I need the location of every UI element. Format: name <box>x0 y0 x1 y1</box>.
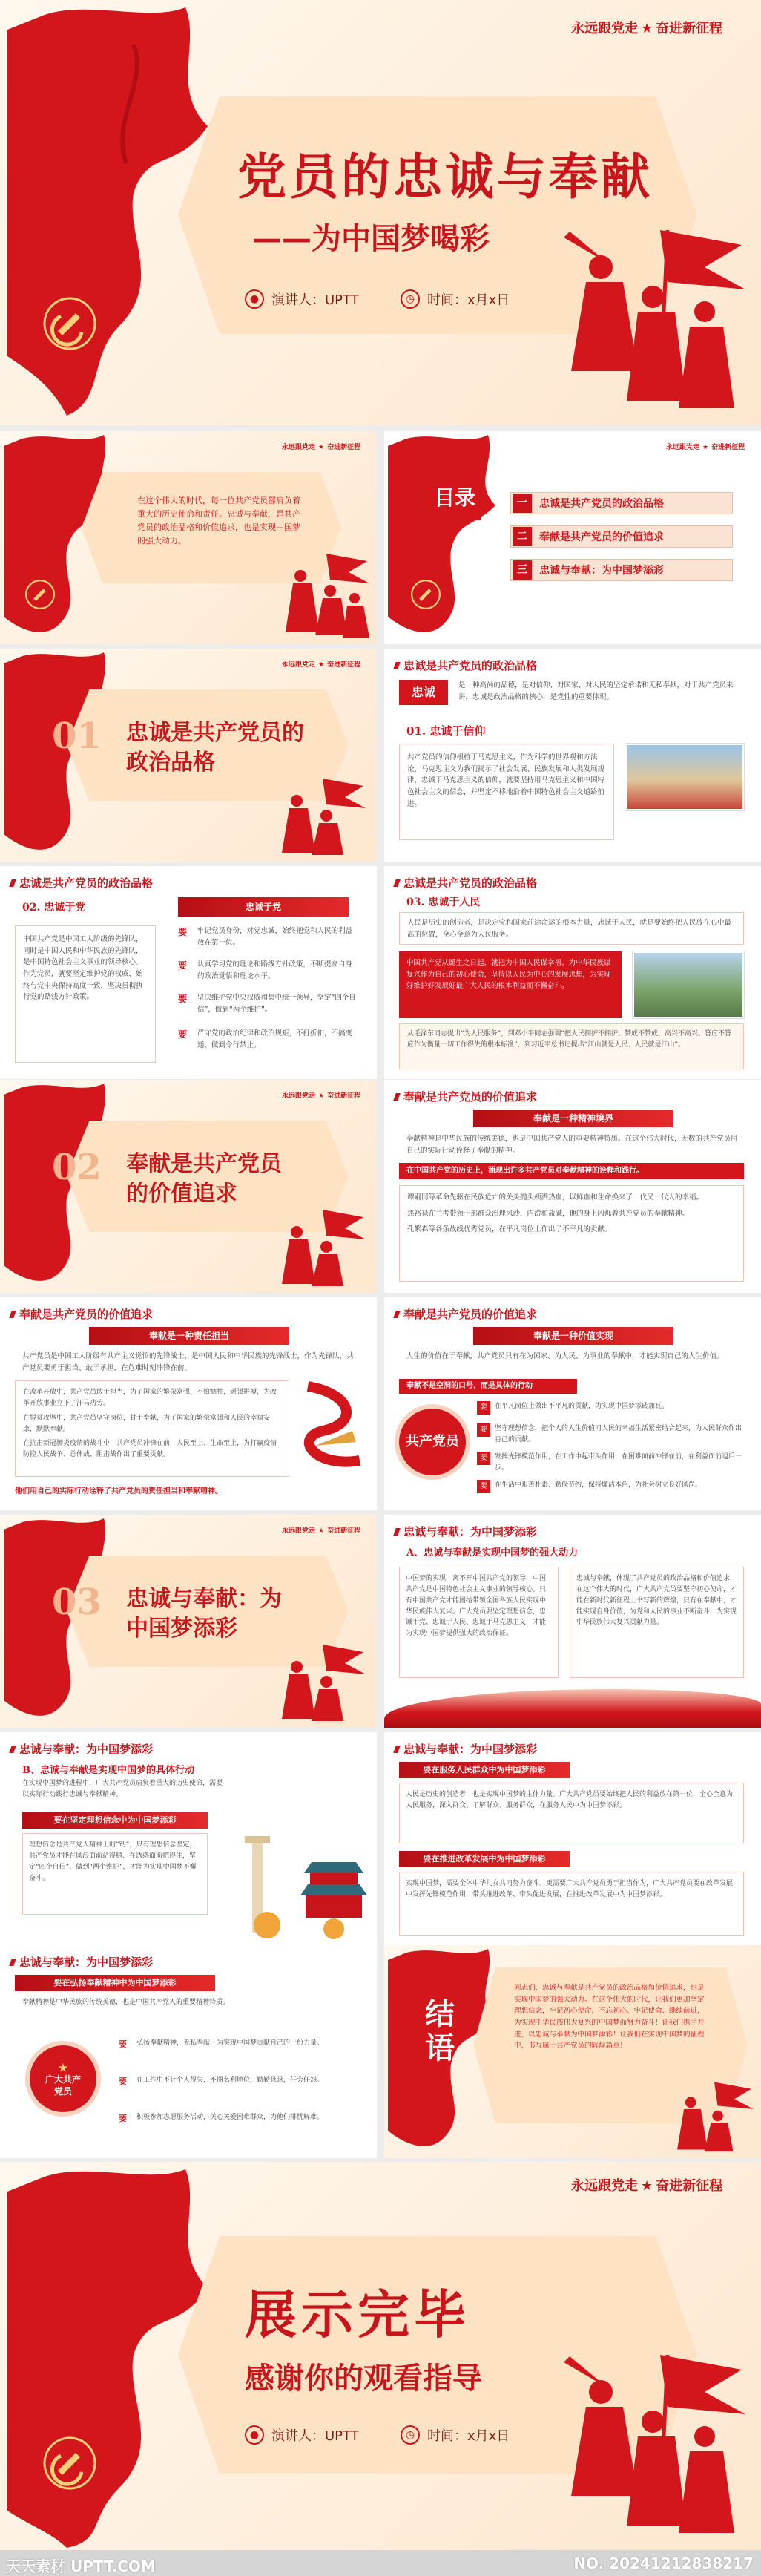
part1-title-line1: 忠诚是共产党员的 <box>126 720 304 746</box>
part2-title-line1: 奉献是共产党员 <box>126 1151 282 1177</box>
section-heading: 奉献是共产党员的价值追求 <box>10 1306 153 1322</box>
party-emblem-icon <box>43 2436 96 2490</box>
item-key: 要 <box>477 1401 490 1415</box>
party-left-text: 中国共产党是中国工人阶级的先锋队，同时是中国人民和中华民族的先锋队，是中国特色社会主义事业的领导核心。作为党员，就要坚定维护党的权威，始终与党中央保持高度一致，坚决贯彻执行党的路线方针政策。 <box>23 935 143 1002</box>
item-key: 要 <box>119 2114 127 2123</box>
item-text: 严守党的政治纪律和政治规矩，不打折扣，不搞变通，做到令行禁止。 <box>197 1029 353 1049</box>
time-label: 时间：x月x日 <box>427 2428 510 2444</box>
part3-title-line2: 中国梦添彩 <box>126 1616 237 1642</box>
slogan: 永远跟党走 ★ 奋进新征程 <box>571 21 723 36</box>
slogan: 永远跟党走 ★ 奋进新征程 <box>282 1527 361 1535</box>
subsection-title: 02. 忠诚于党 <box>22 902 86 914</box>
slogan: 永远跟党走 ★ 奋进新征程 <box>282 661 361 669</box>
serve-bar-2: 要在推进改革发展中为中国梦添彩 <box>399 1851 570 1867</box>
great-wall-image <box>633 951 744 1018</box>
item-text: 坚守理想信念，把个人的人生价值同人民的幸福生活紧密结合起来，为人民群众作出自己的贡献。 <box>495 1425 742 1443</box>
action-card <box>22 1833 208 1915</box>
value-bar: 奉献是一种价值实现 <box>473 1327 673 1345</box>
people-red-box <box>399 951 622 1018</box>
action-intro: 在实现中国梦的进程中，广大共产党员肩负着重大的历史使命，需要以实际行动践行忠诚与奉献精神。 <box>22 1780 223 1798</box>
item-key: 要 <box>477 1423 490 1437</box>
red-flag-graphic <box>384 431 510 644</box>
time-info <box>401 289 510 309</box>
section-heading: 奉献是共产党员的价值追求 <box>395 1089 537 1104</box>
intro-slide <box>0 431 377 644</box>
badge-text: 是一种高尚的品德，是对信仰、对国家、对人民的坚定承诺和无私奉献，对于共产党员来讲，忠诚是政治品格的核心，是党性的重要体现。 <box>458 681 734 701</box>
people-intro: 人民是历史的创造者，是决定党和国家前途命运的根本力量，忠诚于人民，就是要始终把人民放在心中最高的位置，全心全意为人民服务。 <box>407 919 732 939</box>
spirit-bar: 要在弘扬奉献精神中为中国梦添彩 <box>15 1975 215 1991</box>
value-item-1 <box>477 1401 744 1415</box>
speaker-label: 演讲人：UPTT <box>271 2428 359 2444</box>
party-item-2 <box>178 959 356 982</box>
user-icon: ● <box>245 289 264 309</box>
speaker-label: 演讲人：UPTT <box>271 292 359 308</box>
people-bottom-card <box>399 1023 744 1069</box>
section-heading: 忠诚与奉献：为中国梦添彩 <box>10 1741 153 1757</box>
spirit-circle-line2: 党员 <box>53 2086 72 2097</box>
item-key: 要 <box>178 994 188 1004</box>
time-label: 时间：x月x日 <box>427 292 510 308</box>
cover-slide <box>0 0 761 425</box>
item-text: 在工作中不计个人得失，不图名利地位，勤勤恳恳，任劳任怨。 <box>136 2077 324 2084</box>
devotion-duty-slide <box>0 1297 377 1510</box>
dream-serve-slide <box>384 1732 761 1945</box>
speaker-info <box>245 2425 359 2445</box>
duty-bar: 奉献是一种责任担当 <box>89 1327 289 1345</box>
toc-label: 忠诚与奉献：为中国梦添彩 <box>539 565 664 577</box>
item-text: 发挥先锋模范作用，在工作中起带头作用，在困难面前冲锋在前，在利益面前退后一步。 <box>495 1453 742 1472</box>
item-text: 认真学习党的理论和路线方针政策，不断提高自身的政治觉悟和理论水平。 <box>197 960 353 980</box>
devotion-item-2: 焦裕禄在兰考带领干部群众治理风沙、内涝和盐碱，他的身上闪烁着共产党员的奉献精神。 <box>407 1209 690 1218</box>
toc-label: 奉献是共产党员的价值追求 <box>539 531 664 543</box>
serve-text-1: 人民是历史的创造者，也是实现中国梦的主体力量。广大共产党员要始终把人民的利益放在第一位，全心全意为人民服务，深入群众、了解群众、服务群众，在服务人民中为中国梦添彩。 <box>406 1791 734 1809</box>
party-bar: 忠诚于党 <box>178 897 349 917</box>
conclusion-slide <box>384 1945 761 2158</box>
toc-item-1[interactable] <box>510 492 733 514</box>
item-key: 要 <box>119 2077 127 2086</box>
devotion-intro: 奉献精神是中华民族的传统美德，也是中国共产党人的重要精神特质。在这个伟大时代，无数的共产党员用自己的实际行动诠释了奉献的精神。 <box>406 1135 738 1155</box>
slogan: 永远跟党走 ★ 奋进新征程 <box>571 2178 723 2194</box>
section-heading: 忠诚是共产党员的政治品格 <box>395 875 537 891</box>
serve-card-2 <box>399 1872 744 1936</box>
item-key: 要 <box>477 1452 490 1465</box>
toc-label: 忠诚是共产党员的政治品格 <box>539 498 664 510</box>
dream-power-slide <box>384 1515 761 1728</box>
ending-title: 展示完毕 <box>245 2284 470 2345</box>
time-info <box>401 2425 510 2445</box>
spirit-item-2 <box>119 2075 356 2087</box>
party-item-4 <box>178 1028 356 1051</box>
subsection-title: 03. 忠诚于人民 <box>406 897 481 908</box>
devotion-value-slide <box>384 1297 761 1510</box>
loyal-people-slide <box>384 866 761 1079</box>
spirit-circle <box>30 2045 96 2112</box>
section-heading: 忠诚与奉献：为中国梦添彩 <box>395 1741 537 1757</box>
slogan: 永远跟党走 ★ 奋进新征程 <box>666 444 745 451</box>
value-item-3 <box>477 1452 744 1474</box>
action-bar: 要在坚定理想信念中为中国梦添彩 <box>22 1812 208 1829</box>
badge-loyal: 忠诚 <box>399 680 448 705</box>
party-item-3 <box>178 992 356 1015</box>
ending-subtitle: 感谢你的观看指导 <box>245 2361 482 2396</box>
red-wave-graphic <box>384 1689 761 1728</box>
trumpeter-figures-graphic <box>274 1641 371 1723</box>
watermark-right: NO. 20241212838217 <box>573 2554 754 2572</box>
toc-num: 三 <box>513 560 532 580</box>
item-key: 要 <box>477 1480 490 1493</box>
party-emblem-icon <box>25 580 55 609</box>
part1-slide <box>0 649 377 862</box>
item-key: 要 <box>178 1029 188 1040</box>
party-item-1 <box>178 925 356 948</box>
party-emblem-icon <box>411 580 441 609</box>
watermark-bar <box>0 2550 761 2576</box>
duty-item-3: 在抗击新冠肺炎疫情的战斗中，共产党员冲锋在前，人民至上、生命至上，为打赢疫情防控人民战争、总体战、阻击战作出了重要贡献。 <box>23 1440 277 1459</box>
part2-number: 02 <box>52 1147 102 1188</box>
trumpeter-figures-graphic <box>274 1206 371 1288</box>
value-intro: 人生的价值在于奉献，共产党员只有在为国家、为人民、为事业的奉献中，才能实现自己的人生价值。 <box>406 1352 724 1360</box>
trumpeter-figures-graphic <box>556 2347 757 2540</box>
tiananmen-image <box>625 744 744 810</box>
devotion-item-3: 孔繁森等各条战线优秀党员，在平凡岗位上作出了不平凡的贡献。 <box>407 1225 612 1234</box>
party-left-card <box>15 925 156 1063</box>
duty-intro: 共产党员是中国工人阶级有共产主义觉悟的先锋战士，是中国人民和中华民族的先锋战士，作为先锋队，共产党员要勇于担当、敢于承担，在危难时刻冲锋在前。 <box>22 1352 354 1372</box>
part3-number: 03 <box>52 1582 102 1623</box>
serve-text-2: 实现中国梦，需要全体中华儿女共同努力奋斗。更需要广大共产党员勇于担当作为，广大共产党员要在改革发展中发挥先锋模范作用，带头推进改革、带头促进发展，在推进改革发展中为中国梦添彩。 <box>406 1880 734 1898</box>
item-text: 在生活中艰苦朴素、勤俭节约，保持廉洁本色，为社会树立良好风尚。 <box>495 1481 702 1489</box>
devotion-red-strip: 在中国共产党的历史上，涌现出许多共产党员对奉献精神的诠释和践行。 <box>399 1163 744 1179</box>
conclusion-title: 结语 <box>425 1996 455 2065</box>
user-icon: ● <box>245 2425 264 2445</box>
duty-list-card <box>15 1380 289 1477</box>
duty-footer: 他们用自己的实际行动诠释了共产党员的责任担当和奉献精神。 <box>15 1487 223 1495</box>
dream-action-slide <box>0 1732 377 1945</box>
dream-left-text: 中国梦的实现，离不开中国共产党的领导，中国共产党是中国特色社会主义事业的领导核心。只有中国共产党才能团结带领全国各族人民实现中华民族伟大复兴。广大党员要坚定理想信念，忠诚于党、忠诚于人民、忠诚于马克思主义，才能为实现中国梦提供强大的政治保证。 <box>406 1575 547 1638</box>
spirit-circle-line1: 广大共产 <box>45 2074 81 2085</box>
value-item-2 <box>477 1423 744 1446</box>
item-text: 牢记党员身份，对党忠诚，始终把党和人民的利益放在第一位。 <box>197 927 353 947</box>
people-red-text: 中国共产党从诞生之日起，就把为中国人民谋幸福、为中华民族谋复兴作为自己的初心使命，坚持以人民为中心的发展思想，为实现好维护好发展好最广大人民的根本利益而不懈奋斗。 <box>406 959 611 991</box>
belief-card <box>399 744 614 840</box>
devotion-bar: 奉献是一种精神境界 <box>473 1110 673 1127</box>
member-circle: 共产党员 <box>399 1409 466 1475</box>
clock-icon: ◷ <box>401 289 420 309</box>
trumpeter-figures-graphic <box>282 550 371 639</box>
item-text: 坚决维护党中央权威和集中统一领导，坚定“四个自信”，做到“两个维护”。 <box>197 994 356 1014</box>
dream-left-card <box>399 1567 559 1678</box>
ending-slide <box>0 2162 761 2550</box>
devotion-list-card <box>399 1185 744 1282</box>
toc-item-2[interactable] <box>510 525 733 548</box>
toc-slide <box>384 431 761 644</box>
speaker-info <box>245 289 359 309</box>
part2-slide <box>0 1080 377 1293</box>
section-heading: 忠诚是共产党员的政治品格 <box>395 658 537 673</box>
value-pill: 奉献不是空洞的口号，而是具体的行动 <box>399 1379 577 1394</box>
toc-title: 目录 <box>429 476 481 520</box>
intro-text: 在这个伟大的时代，每一位共产党员都肩负着重大的历史使命和责任。忠诚与奉献，是共产党员的政治品格和价值追求，也是实现中国梦的强大动力。 <box>137 496 300 546</box>
spirit-item-3 <box>119 2112 356 2124</box>
action-text: 理想信念是共产党人精神上的“钙”，只有理想信念坚定，共产党员才能在风浪面前站得稳、在诱惑面前把得住，坚定“四个自信”，做到“两个维护”，才能为实现中国梦不懈奋斗。 <box>29 1841 197 1882</box>
subsection-title: 01. 忠诚于信仰 <box>406 724 486 738</box>
trumpeter-figures-graphic <box>673 2079 755 2153</box>
temple-pillar-graphic <box>223 1821 371 1940</box>
devotion-spirit-slide <box>384 1080 761 1293</box>
dream-right-card <box>570 1567 744 1678</box>
subsection-title: B、忠诚与奉献是实现中国梦的具体行动 <box>22 1765 194 1776</box>
value-item-4 <box>477 1480 744 1493</box>
clock-icon: ◷ <box>401 2425 420 2445</box>
item-text: 弘扬奉献精神，无私奉献，为实现中国梦贡献自己的一份力量。 <box>136 2039 324 2047</box>
slogan: 永远跟党走 ★ 奋进新征程 <box>282 1092 361 1100</box>
section-heading: 忠诚与奉献：为中国梦添彩 <box>10 1954 153 1970</box>
ribbon-trumpet-graphic <box>293 1379 367 1475</box>
party-emblem-icon <box>43 297 96 350</box>
people-bottom: 从毛泽东同志提出“为人民服务”，到邓小平同志强调“把人民拥护不拥护、赞成不赞成、高兴不高兴、答应不答应作为衡量一切工作得失的根本标准”，到习近平总书记提出“江山就是人民、人民就是江山”。 <box>407 1030 731 1049</box>
serve-card-1 <box>399 1783 744 1843</box>
conclusion-text: 同志们，忠诚与奉献是共产党员的政治品格和价值追求，也是实现中国梦的强大动力。在这个伟大的时代，让我们更加坚定理想信念，牢记初心使命，不忘初心、牢记使命、继续前进，为实现中华民族伟大复兴的中国梦而努力奋斗！让我们携手并进，以忠诚与奉献为中国梦添彩！让我们在实现中国梦的征程中，书写属于共产党员的辉煌篇章！ <box>514 1984 705 2051</box>
dream-spirit-slide <box>0 1945 377 2158</box>
cover-subtitle: ——为中国梦喝彩 <box>252 221 490 256</box>
spirit-item-1 <box>119 2038 356 2050</box>
trumpeter-figures-graphic <box>556 223 757 416</box>
people-intro-card <box>399 912 744 945</box>
spirit-intro: 奉献精神是中华民族的传统美德，也是中国共产党人的重要精神特质。 <box>22 1999 230 2006</box>
loyal-belief-slide <box>384 649 761 862</box>
loyal-party-slide <box>0 866 377 1079</box>
section-heading: 奉献是共产党员的价值追求 <box>395 1306 537 1322</box>
duty-item-1: 在改革开放中，共产党员敢于担当，为了国家的繁荣富强，不怕牺牲，顽强拼搏，为改革开放事业立下了汗马功劳。 <box>23 1389 277 1407</box>
part1-title-line2: 政治品格 <box>126 750 215 776</box>
section-heading: 忠诚与奉献：为中国梦添彩 <box>395 1524 537 1539</box>
part3-title-line1: 忠诚与奉献：为 <box>126 1586 282 1612</box>
toc-num: 二 <box>513 527 532 546</box>
item-key: 要 <box>178 960 188 971</box>
item-key: 要 <box>119 2039 127 2049</box>
devotion-item-1: 谭嗣同等革命先驱在民族危亡的关头抛头颅洒热血，以鲜血和生命换来了一代又一代人的幸福。 <box>407 1193 704 1202</box>
serve-bar-1: 要在服务人民群众中为中国梦添彩 <box>399 1762 570 1778</box>
belief-text: 共产党员的信仰根植于马克思主义，作为科学的世界观和方法论，马克思主义为我们揭示了社会发展、民族发展和人类发展规律，忠诚于马克思主义的信仰，就要坚持用马克思主义和中国特色社会主义的信念，并坚定不移地沿着中国特色社会主义道路前进。 <box>407 753 605 808</box>
section-heading: 忠诚是共产党员的政治品格 <box>10 875 153 891</box>
toc-item-3[interactable] <box>510 559 733 581</box>
duty-item-2: 在脱贫攻坚中，共产党员坚守岗位，甘于奉献，为了国家的繁荣富强和人民的幸福安康，默默奉献。 <box>23 1414 271 1433</box>
item-text: 积极参加志愿服务活动，关心关爱困难群众，为他们排忧解难。 <box>136 2114 324 2121</box>
watermark-left: 天天素材 UPTT.COM <box>6 2557 156 2575</box>
part3-slide <box>0 1515 377 1728</box>
toc-num: 一 <box>513 494 532 513</box>
part1-number: 01 <box>52 715 102 757</box>
slogan: 永远跟党走 ★ 奋进新征程 <box>282 444 361 451</box>
part2-title-line2: 的价值追求 <box>126 1181 237 1207</box>
subsection-title: A、忠诚与奉献是实现中国梦的强大动力 <box>406 1547 579 1559</box>
item-key: 要 <box>178 927 188 937</box>
star-icon: ★ <box>58 2062 68 2074</box>
dream-right-text: 忠诚与奉献，体现了共产党员的政治品格和价值追求，在这个伟大的时代，广大共产党员要坚守初心使命，才能在新时代新征程上书写新的辉煌，只有在奉献中，才能实现自身价值，为党和人民的事业不断奋斗，为实现中华民族伟大复兴贡献力量。 <box>576 1575 737 1627</box>
cover-title: 党员的忠诚与奉献 <box>237 148 653 206</box>
trumpeter-figures-graphic <box>274 775 371 856</box>
item-text: 在平凡岗位上做出不平凡的贡献，为实现中国梦添砖加瓦。 <box>495 1403 669 1410</box>
